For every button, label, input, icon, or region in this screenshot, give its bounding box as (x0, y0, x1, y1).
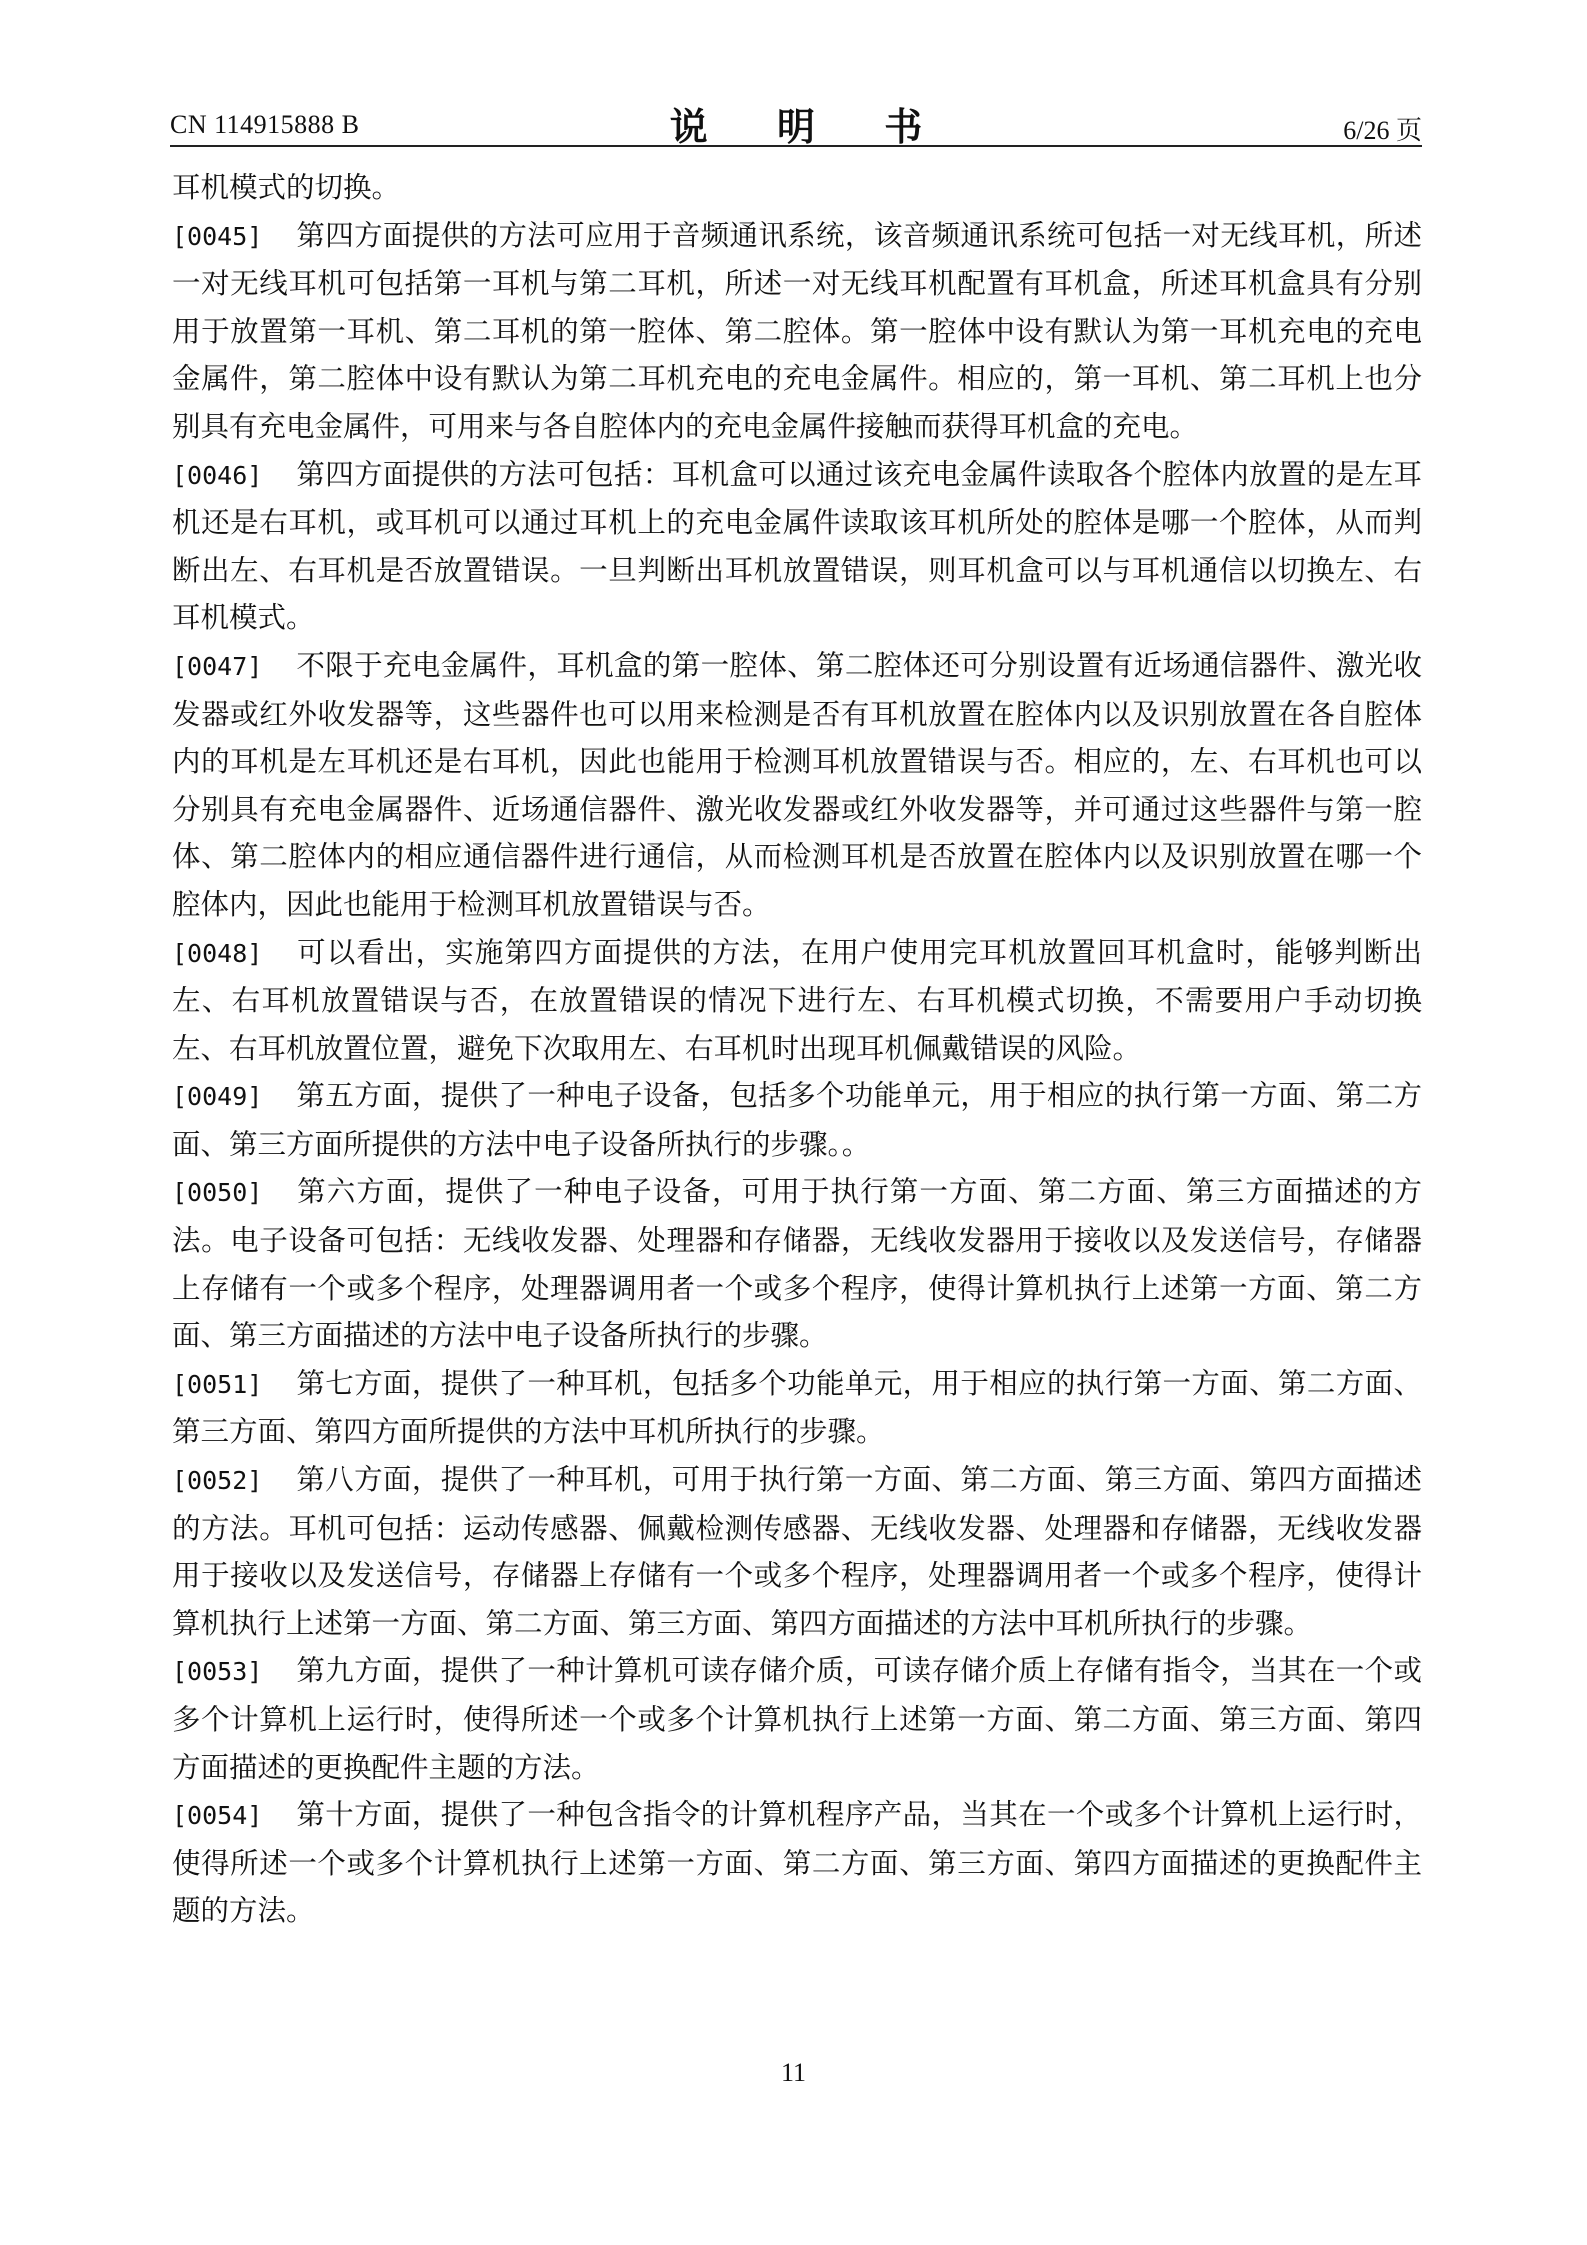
paragraph-text: 第五方面，提供了一种电子设备，包括多个功能单元，用于相应的执行第一方面、第二方面、第三方面所提供的方法中电子设备所执行的步骤。。 (172, 1079, 1422, 1161)
document-body (172, 164, 1422, 1935)
paragraph-0045 (172, 212, 1422, 451)
paragraph-0052 (172, 1456, 1422, 1647)
paragraph-text: 第八方面，提供了一种耳机，可用于执行第一方面、第二方面、第三方面、第四方面描述的方法。耳机可包括：运动传感器、佩戴检测传感器、无线收发器、处理器和存储器，无线收发器用于接收以及发送信号，存储器上存储有一个或多个程序，处理器调用者一个或多个程序，使得计算机执行上述第一方面、第二方面、第三方面、第四方面描述的方法中耳机所执行的步骤。 (172, 1463, 1422, 1640)
paragraph-number: [0054] (172, 1801, 263, 1831)
page-info: 6/26 页 (1343, 116, 1422, 145)
header-divider (170, 145, 1422, 147)
paragraph-0048 (172, 929, 1422, 1073)
paragraph-number: [0046] (172, 460, 263, 490)
paragraph-0053 (172, 1647, 1422, 1791)
paragraph-text: 可以看出，实施第四方面提供的方法，在用户使用完耳机放置回耳机盒时，能够判断出左、右耳机放置错误与否，在放置错误的情况下进行左、右耳机模式切换，不需要用户手动切换左、右耳机放置位置，避免下次取用左、右耳机时出现耳机佩戴错误的风险。 (172, 935, 1422, 1065)
paragraph-number: [0045] (172, 221, 263, 251)
page-header (170, 96, 1422, 149)
paragraph-0051 (172, 1360, 1422, 1456)
paragraph-text: 不限于充电金属件，耳机盒的第一腔体、第二腔体还可分别设置有近场通信器件、激光收发器或红外收发器等，这些器件也可以用来检测是否有耳机放置在腔体内以及识别放置在各自腔体内的耳机是左耳机还是右耳机，因此也能用于检测耳机放置错误与否。相应的，左、右耳机也可以分别具有充电金属器件、近场通信器件、激光收发器或红外收发器等，并可通过这些器件与第一腔体、第二腔体内的相应通信器件进行通信，从而检测耳机是否放置在腔体内以及识别放置在哪一个腔体内，因此也能用于检测耳机放置错误与否。 (172, 648, 1422, 921)
paragraph-number: [0051] (172, 1369, 263, 1399)
paragraph-0049 (172, 1072, 1422, 1168)
paragraph-text: 第九方面，提供了一种计算机可读存储介质，可读存储介质上存储有指令，当其在一个或多个计算机上运行时，使得所述一个或多个计算机执行上述第一方面、第二方面、第三方面、第四方面描述的更换配件主题的方法。 (172, 1654, 1422, 1784)
paragraph-number: [0052] (172, 1466, 263, 1496)
paragraph-text: 第十方面，提供了一种包含指令的计算机程序产品，当其在一个或多个计算机上运行时，使得所述一个或多个计算机执行上述第一方面、第二方面、第三方面、第四方面描述的更换配件主题的方法。 (172, 1798, 1422, 1928)
paragraph-number: [0053] (172, 1657, 263, 1687)
patent-number: CN 114915888 B (170, 110, 360, 139)
paragraph-text: 第六方面，提供了一种电子设备，可用于执行第一方面、第二方面、第三方面描述的方法。电子设备可包括：无线收发器、处理器和存储器，无线收发器用于接收以及发送信号，存储器上存储有一个或多个程序，处理器调用者一个或多个程序，使得计算机执行上述第一方面、第二方面、第三方面描述的方法中电子设备所执行的步骤。 (172, 1175, 1422, 1353)
paragraph-number: [0050] (172, 1178, 263, 1208)
paragraph-number: [0048] (172, 938, 263, 968)
paragraph-number: [0047] (172, 651, 263, 681)
paragraph-text: 第七方面，提供了一种耳机，包括多个功能单元，用于相应的执行第一方面、第二方面、第三方面、第四方面所提供的方法中耳机所执行的步骤。 (172, 1366, 1422, 1449)
paragraph-text: 第四方面提供的方法可包括：耳机盒可以通过该充电金属件读取各个腔体内放置的是左耳机还是右耳机，或耳机可以通过耳机上的充电金属件读取该耳机所处的腔体是哪一个腔体，从而判断出左、右耳机是否放置错误。一旦判断出耳机放置错误，则耳机盒可以与耳机通信以切换左、右耳机模式。 (172, 457, 1422, 635)
page-number: 11 (780, 2058, 807, 2087)
paragraph-0054 (172, 1791, 1422, 1935)
paragraph-0046 (172, 451, 1422, 642)
document-title: 说 明 书 (669, 105, 951, 149)
paragraph-0050 (172, 1168, 1422, 1359)
paragraph-0047 (172, 642, 1422, 929)
paragraph-text: 耳机模式的切换。 (172, 171, 401, 204)
paragraph-continuation (172, 164, 1422, 212)
paragraph-text: 第四方面提供的方法可应用于音频通讯系统，该音频通讯系统可包括一对无线耳机，所述一对无线耳机可包括第一耳机与第二耳机，所述一对无线耳机配置有耳机盒，所述耳机盒具有分别用于放置第一耳机、第二耳机的第一腔体、第二腔体。第一腔体中设有默认为第一耳机充电的充电金属件，第二腔体中设有默认为第二耳机充电的充电金属件。相应的，第一耳机、第二耳机上也分别具有充电金属件，可用来与各自腔体内的充电金属件接触而获得耳机盒的充电。 (172, 218, 1422, 443)
paragraph-number: [0049] (172, 1082, 263, 1112)
